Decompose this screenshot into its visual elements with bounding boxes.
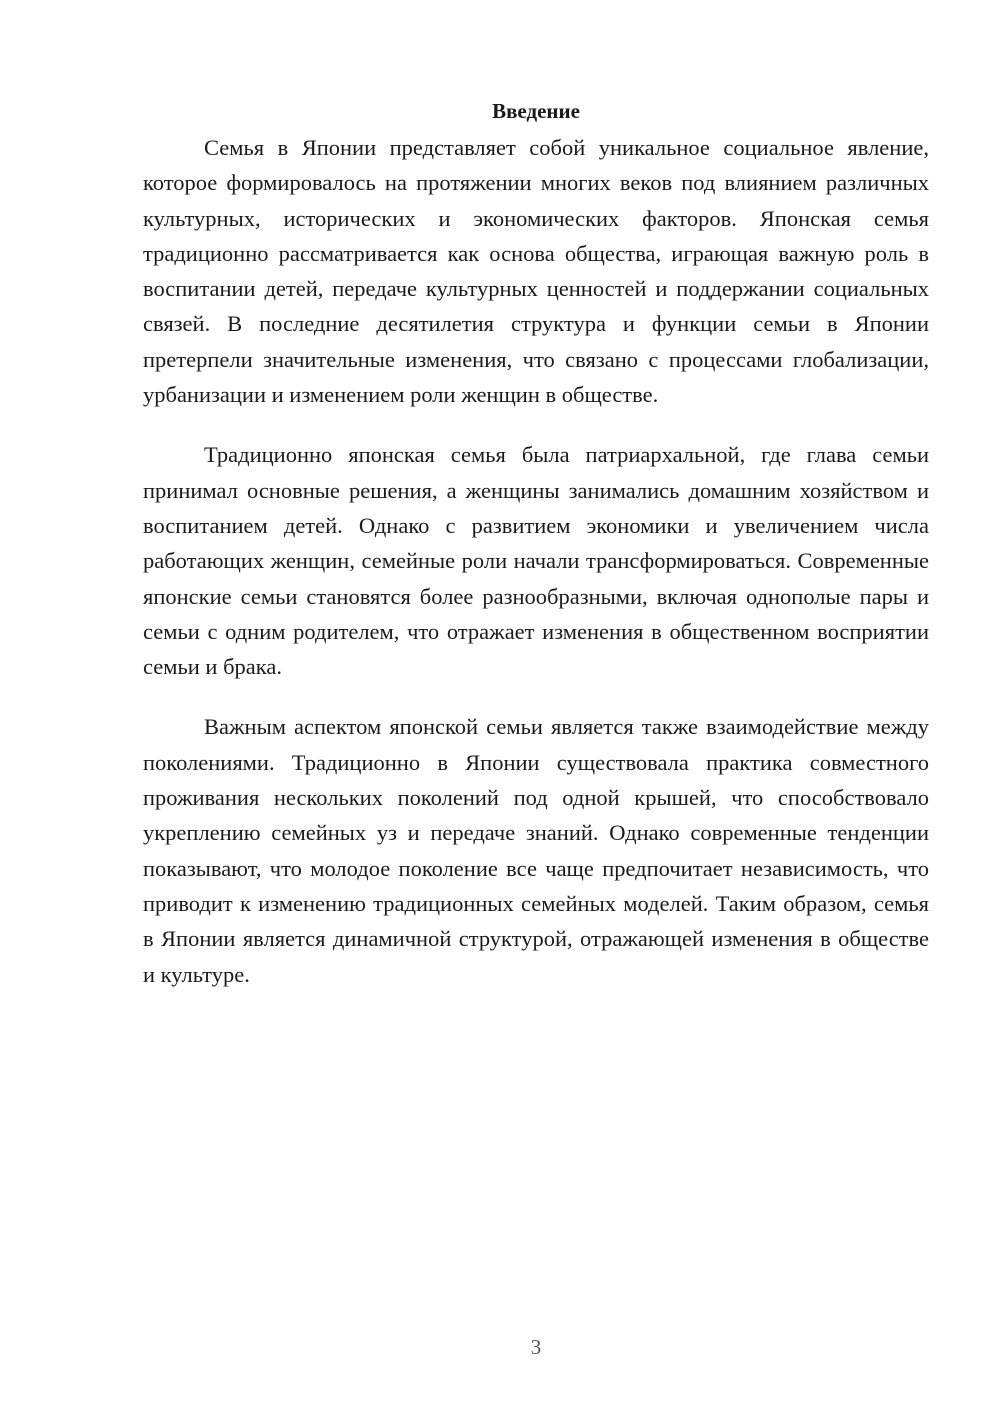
paragraph-3: Важным аспектом японской семьи является также взаимодействие между поколениями. Традиционно в Японии существовала практика совместного проживания нескольких поколений под одной крышей, что способствовало укреплению семейных уз и передаче знаний. Однако современные тенденции показывают, что молодое поколение все чаще предпочитает независимость, что приводит к изменению традиционных семейных моделей. Таким образом, семья в Японии является динамичной структурой, отражающей изменения в обществе и культуре. — [143, 714, 929, 987]
page-content — [143, 96, 929, 1017]
page-number: 3 — [530, 1335, 542, 1359]
section-title: Введение — [492, 99, 580, 123]
paragraph-2: Традиционно японская семья была патриархальной, где глава семьи принимал основные решения, а женщины занимались домашним хозяйством и воспитанием детей. Однако с развитием экономики и увеличением числа работающих женщин, семейные роли начали трансформироваться. Современные японские семьи становятся более разнообразными, включая однополые пары и семьи с одним родителем, что отражает изменения в общественном восприятии семьи и брака. — [143, 442, 929, 680]
paragraph-1: Семья в Японии представляет собой уникальное социальное явление, которое формировалось на протяжении многих веков под влиянием различных культурных, исторических и экономических факторов. Японская семья традиционно рассматривается как основа общества, играющая важную роль в воспитании детей, передаче культурных ценностей и поддержании социальных связей. В последние десятилетия структура и функции семьи в Японии претерпели значительные изменения, что связано с процессами глобализации, урбанизации и изменением роли женщин в обществе. — [143, 135, 929, 408]
